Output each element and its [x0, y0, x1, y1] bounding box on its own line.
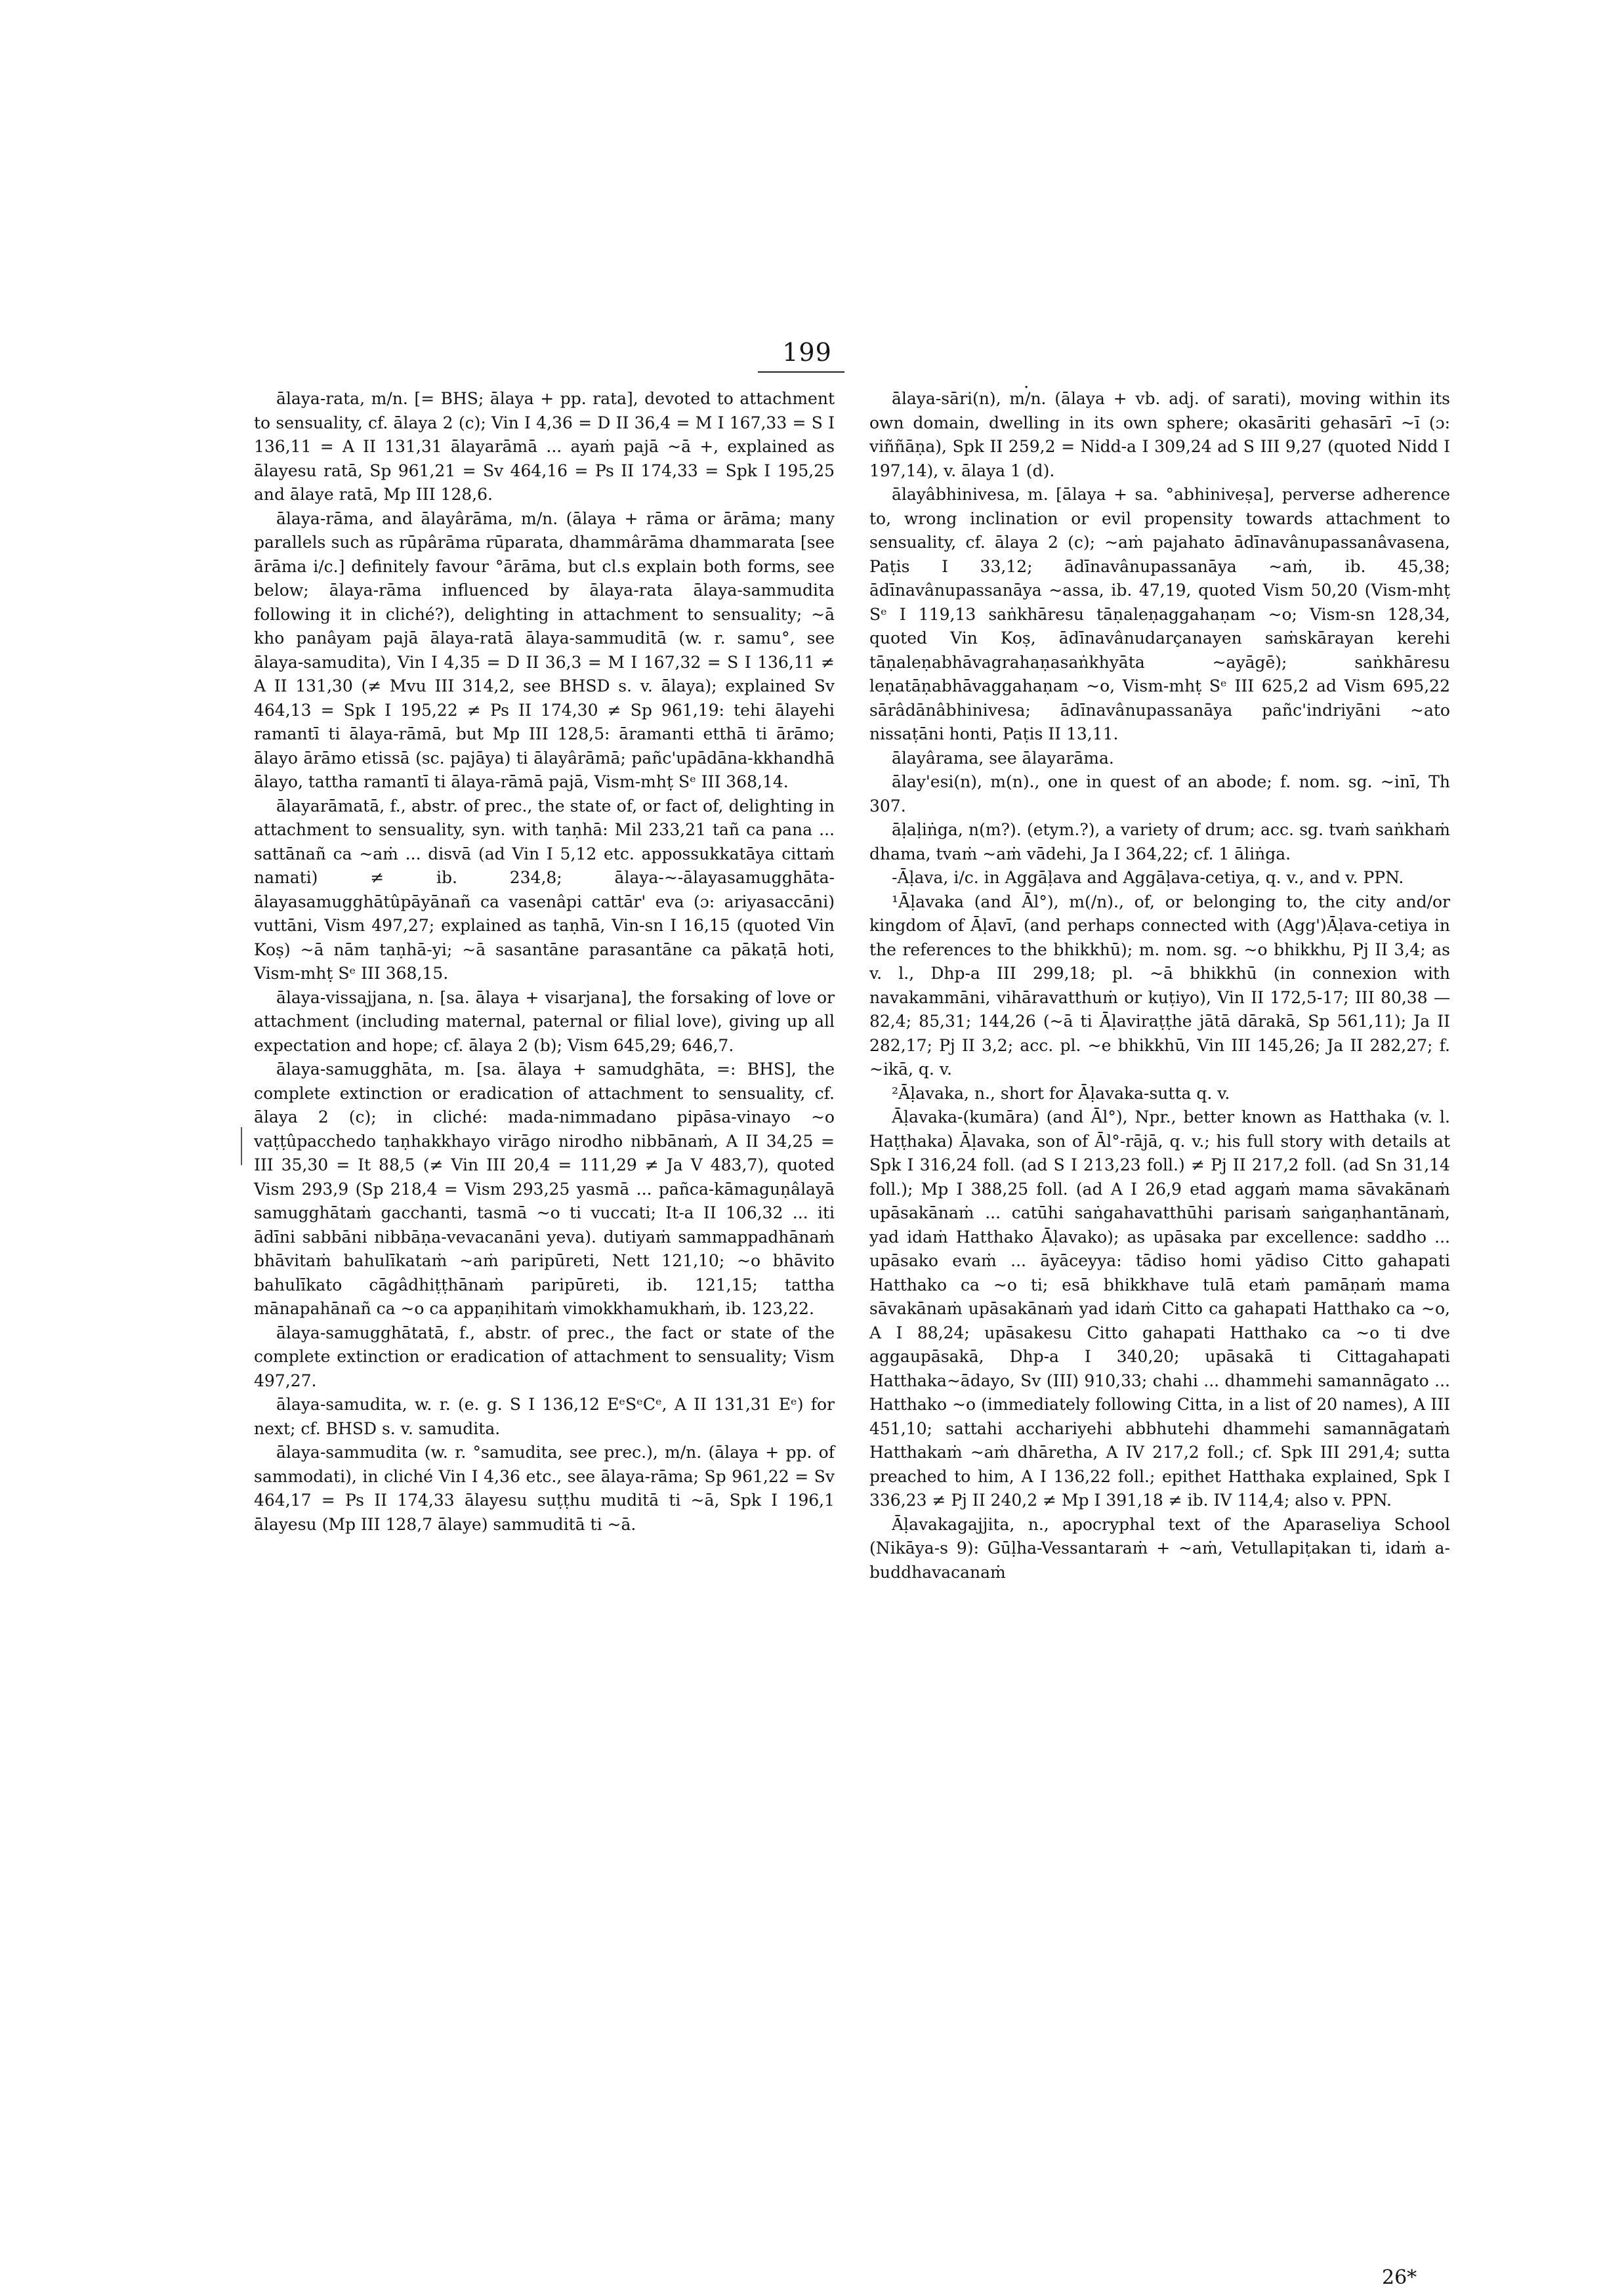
entry-alaya-rama: ālaya-rāma, and ālayârāma, m/n. (ālaya + rāma or ārāma; many parallels such as rūpârāma rūparata, dhammârāma dhammarata [see ārāma i/c.] definitely favour °ārāma, but cl.s explain both forms, see below; ālaya-rāma influenced by ālaya-rata ālaya-sammudita following it in cliché?), delighting in attachment to sensuality; ~ā kho panâyam pajā ālaya-ratā ālaya-sammuditā (w. r. samu°, see ālaya-samudita), Vin I 4,35 = D II 36,3 = M I 167,32 = S I 136,11 ≠ A II 131,30 (≠ Mvu III 314,2, see BHSD s. v. ālaya); explained Sv 464,13 = Spk I 195,22 ≠ Ps II 174,30 ≠ Sp 961,19: tehi ālayehi ramantī ti ālaya-rāmā, but Mp III 128,5: āramanti etthā ti ārāmo; ālayo ārāmo etissā (sc. pajāya) ti ālayârāmā; pañc'upādāna-kkhandhā ālayo, tattha ramantī ti ālaya-rāmā pajā, Vism-mhṭ Sᵉ III 368,14.	[254, 508, 835, 791]
entry-alayaramata: ālayarāmatā, f., abstr. of prec., the state of, or fact of, delighting in attachment to sensuality, syn. with taṇhā: Mil 233,21 tañ ca pana ... sattānañ ca ~aṁ ... disvā (ad Vin I 5,12 etc. appossukkatāya cittaṁ namati) ≠ ib. 234,8; ālaya-~-ālayasamugghāta-ālayasamugghātûpāyānañ ca vasenâpi cattār' eva (ɔ: ariyasaccāni) vuttāni, Vism 497,27; explained as taṇhā, Vin-sn I 16,15 (quoted Vin Koṣ) ~ā nām taṇhā-yi; ~ā sasantāne parasantāne ca pākaṭā hoti, Vism-mhṭ Sᵉ III 368,15.	[254, 796, 835, 983]
margin-mark	[241, 1127, 242, 1165]
entry-alayabhinivesa: ālayâbhinivesa, m. [ālaya + sa. °abhiniveṣa], perverse adherence to, wrong inclination or evil propensity towards attachment to sensuality, cf. ālaya 2 (c); ~aṁ pajahato ādīnavânupassanâvasena, Paṭis I 33,12; ādīnavânupassanāya ~aṁ, ib. 45,38; ādīnavânupassanāya ~assa, ib. 47,19, quoted Vism 50,20 (Vism-mhṭ Sᵉ I 119,13 saṅkhāresu tāṇaleṇaggahaṇam ~o; Vism-sn 128,34, quoted Vin Koṣ, ādīnavânudarçanayen saṁskārayan kerehi tāṇaleṇabhāvagrahaṇasaṅkhyāta ~ayāgē); saṅkhāresu leṇatāṇabhāvaggahaṇam ~o, Vism-mhṭ Sᵉ III 625,2 ad Vism 695,22 sārâdānâbhinivesa; ādīnavânupassanāya pañc'indriyāni ~ato nissaṭāni honti, Paṭis II 13,11.	[869, 485, 1450, 743]
entry-alalinga: āḷaḷiṅga, n(m?). (etym.?), a variety of drum; acc. sg. tvaṁ saṅkhaṁ dhama, tvaṁ ~aṁ vādehi, Ja I 364,22; cf. 1 āliṅga.	[869, 820, 1450, 863]
left-column	[254, 387, 835, 1537]
entry-alavaka-kumara: Āḷavaka-(kumāra) (and Āl°), Npr., better known as Hatthaka (v. l. Haṭṭhaka) Āḷavaka, son of Āl°-rājā, q. v.; his full story with details at Spk I 316,24 foll. (ad S I 213,23 foll.) ≠ Pj II 217,2 foll. (ad Sn 31,14 foll.); Mp I 388,25 foll. (ad A I 26,9 etad aggaṁ mama sāvakānaṁ upāsakānaṁ ... catūhi saṅgahavatthūhi parisaṁ saṅgaṇhantānaṁ, yad idaṁ Hatthako Āḷavako); as upāsaka par excellence: saddho ... upāsako evaṁ ... āyāceyya: tādiso homi yādiso Citto gahapati Hatthako ca ~o ti; esā bhikkhave tulā etaṁ pamāṇaṁ mama sāvakānaṁ upāsakānaṁ yad idaṁ Citto ca gahapati Hatthako ca ~o, A I 88,24; upāsakesu Citto gahapati Hatthako ca ~o ti dve aggaupāsakā, Dhp-a I 340,20; upāsakā ti Cittagahapati Hatthaka~ādayo, Sv (III) 910,33; chahi ... dhammehi samannāgato ... Hatthako ~o (immediately following Citta, in a list of 20 names), A III 451,10; sattahi acchariyehi abbhutehi dhammehi samannāgataṁ Hatthakaṁ ~aṁ dhāretha, A IV 217,2 foll.; cf. Spk III 291,4; sutta preached to him, A I 136,22 foll.; epithet Hatthaka explained, Spk I 336,23 ≠ Pj II 240,2 ≠ Mp I 391,18 ≠ ib. IV 114,4; also v. PPN.	[869, 1107, 1450, 1510]
entry-alavaka-2: ²Āḷavaka, n., short for Āḷavaka-sutta q. v.	[892, 1083, 1230, 1103]
entry-alaya-rata: ālaya-rata, m/n. [= BHS; ālaya + pp. rata], devoted to attachment to sensuality, cf. ālaya 2 (c); Vin I 4,36 = D II 36,4 = M I 167,33 = S I 136,11 = A II 131,31 ālayarāmā ... ayaṁ pajā ~ā +, explained as ālayesu ratā, Sp 961,21 = Sv 464,16 = Ps II 174,33 = Spk I 195,25 and ālaye ratā, Mp III 128,6.	[254, 389, 835, 504]
entry-alayarama-ref: ālayârama, see ālayarāma.	[892, 748, 1114, 768]
entry-alaya-samugghata: ālaya-samugghāta, m. [sa. ālaya + samudghāta, =: BHS], the complete extinction or eradication of attachment to sensuality, cf. ālaya 2 (c); in cliché: mada-nimmadano pipāsa-vinayo ~o vaṭṭûpacchedo taṇhakkhayo virāgo nirodho nibbānaṁ, A II 34,25 = III 35,30 = It 88,5 (≠ Vin III 20,4 = 111,29 ≠ Ja V 483,7), quoted Vism 293,9 (Sp 218,4 = Vism 293,25 yasmā ... pañca-kāmaguṇâlayā samugghātaṁ gacchanti, tasmā ~o ti vuccati; It-a II 106,32 ... iti ādīni sabbāni nibbāṇa-vevacanāni yeva). dutiyaṁ sammappadhānaṁ bhāvitaṁ bahulīkataṁ ~aṁ paripūreti, Nett 121,10; ~o bhāvito bahulīkato cāgâdhiṭṭhānaṁ paripūreti, ib. 121,15; tattha mānapahānañ ca ~o ca appaṇihitaṁ vimokkhamukhaṁ, ib. 123,22.	[254, 1060, 835, 1318]
entry-alaya-samudita: ālaya-samudita, w. r. (e. g. S I 136,12 EᵉSᵉCᵉ, A II 131,31 Eᵉ) for next; cf. BHSD s. v. samudita.	[254, 1395, 835, 1438]
entry-alaya-vissajjana: ālaya-vissajjana, n. [sa. ālaya + visarjana], the forsaking of love or attachment (including maternal, paternal or filial love), giving up all expectation and hope; cf. ālaya 2 (b); Vism 645,29; 646,7.	[254, 987, 835, 1055]
entry-alaya-sarin: ālaya-sāri(n), m/n. (ālaya + vb. adj. of sarati), moving within its own domain, dwelling in its own sphere; okasāriti gehasārī ~ī (ɔ: viññāṇa), Spk II 259,2 = Nidd-a I 309,24 ad S III 9,27 (quoted Nidd I 197,14), v. ālaya 1 (d).	[869, 389, 1450, 480]
entry-alavaka-1: ¹Āḷavaka (and Āl°), m(/n)., of, or belonging to, the city and/or kingdom of Āḷavī, (and perhaps connected with (Agg')Āḷava-cetiya in the references to the bhikkhū); m. nom. sg. ~o bhikkhu, Pj II 3,4; as v. l., Dhp-a III 299,18; pl. ~ā bhikkhū (in connexion with navakammāni, vihāravatthuṁ or kuṭiyo), Vin II 172,5-17; III 80,38 — 82,4; 85,31; 144,26 (~ā ti Āḷaviraṭṭhe jātā dārakā, Sp 561,11); Ja II 282,17; Pj II 3,2; acc. pl. ~e bhikkhū, Vin III 145,26; Ja II 282,27; f. ~ikā, q. v.	[869, 892, 1450, 1079]
entry-alavakagajjita: Āḷavakagajjita, n., apocryphal text of the Aparaseliya School (Nikāya-s 9): Gūḷha-Vessantaraṁ + ~aṁ, Vetullapiṭakan ti, idaṁ a-buddhavacanaṁ	[869, 1514, 1450, 1582]
entry-alava: -Āḷava, i/c. in Aggāḷava and Aggāḷava-cetiya, q. v., and v. PPN.	[892, 868, 1404, 887]
entry-alayesin: ālay'esi(n), m(n)., one in quest of an abode; f. nom. sg. ~inī, Th 307.	[869, 772, 1450, 816]
entry-alaya-sammudita: ālaya-sammudita (w. r. °samudita, see prec.), m/n. (ālaya + pp. of sammodati), in cliché Vin I 4,36 etc., see ālaya-rāma; Sp 961,22 = Sv 464,17 = Ps II 174,33 ālayesu suṭṭhu muditā ti ~ā, Spk I 196,1 ālayesu (Mp III 128,7 ālaye) sammuditā ti ~ā.	[254, 1443, 835, 1534]
page-number: 199	[782, 338, 832, 367]
right-column	[869, 387, 1450, 1584]
entry-alaya-samugghatata: ālaya-samugghātatā, f., abstr. of prec., the fact or state of the complete extinction or eradication of attachment to sensuality; Vism 497,27.	[254, 1323, 835, 1390]
signature-mark: 26*	[1382, 2266, 1417, 2289]
page-mark: .	[1024, 373, 1030, 392]
page-number-rule	[758, 371, 844, 373]
